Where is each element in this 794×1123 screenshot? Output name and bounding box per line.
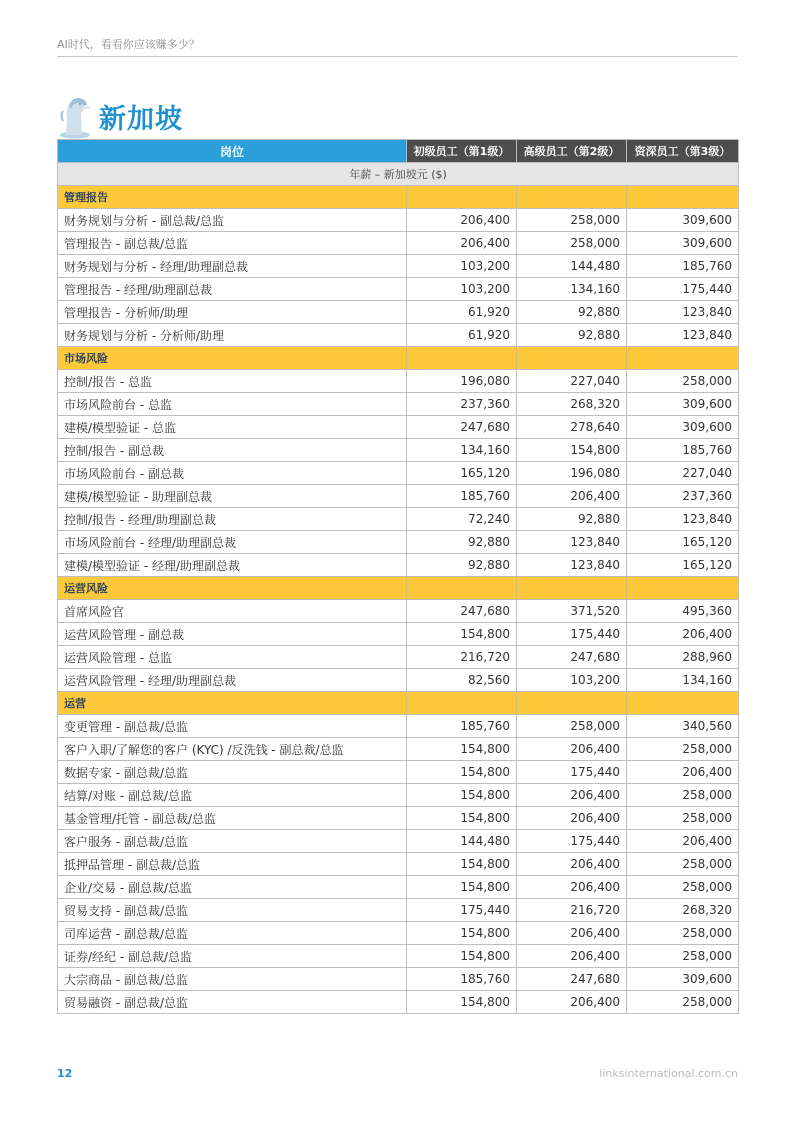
salary-cell-level-3: 258,000 — [627, 784, 739, 807]
salary-cell-level-2: 206,400 — [517, 922, 627, 945]
salary-cell-level-2: 144,480 — [517, 255, 627, 278]
salary-cell-level-3: 206,400 — [627, 761, 739, 784]
salary-cell-level-3: 495,360 — [627, 600, 739, 623]
salary-cell-level-1: 103,200 — [407, 255, 517, 278]
role-cell: 首席风险官 — [58, 600, 407, 623]
section-empty-cell — [407, 347, 517, 370]
salary-cell-level-1: 185,760 — [407, 485, 517, 508]
table-row — [58, 462, 739, 485]
salary-cell-level-2: 247,680 — [517, 646, 627, 669]
salary-cell-level-2: 123,840 — [517, 554, 627, 577]
section-row — [58, 692, 739, 715]
salary-cell-level-1: 165,120 — [407, 462, 517, 485]
salary-cell-level-1: 154,800 — [407, 922, 517, 945]
salary-cell-level-1: 154,800 — [407, 991, 517, 1014]
salary-cell-level-2: 258,000 — [517, 232, 627, 255]
role-cell: 变更管理 - 副总裁/总监 — [58, 715, 407, 738]
salary-cell-level-2: 268,320 — [517, 393, 627, 416]
salary-cell-level-1: 154,800 — [407, 761, 517, 784]
role-cell: 控制/报告 - 总监 — [58, 370, 407, 393]
salary-cell-level-2: 92,880 — [517, 301, 627, 324]
salary-cell-level-3: 288,960 — [627, 646, 739, 669]
table-row — [58, 370, 739, 393]
role-cell: 基金管理/托管 - 副总裁/总监 — [58, 807, 407, 830]
salary-cell-level-3: 123,840 — [627, 301, 739, 324]
salary-cell-level-3: 258,000 — [627, 738, 739, 761]
table-row — [58, 301, 739, 324]
table-row — [58, 899, 739, 922]
salary-cell-level-3: 165,120 — [627, 531, 739, 554]
role-cell: 证券/经纪 - 副总裁/总监 — [58, 945, 407, 968]
table-row — [58, 853, 739, 876]
title-block — [57, 92, 183, 140]
section-title: 管理报告 — [58, 186, 407, 209]
role-cell: 结算/对账 - 副总裁/总监 — [58, 784, 407, 807]
role-cell: 运营风险管理 - 副总裁 — [58, 623, 407, 646]
merlion-icon — [57, 93, 93, 139]
role-cell: 数据专家 - 副总裁/总监 — [58, 761, 407, 784]
table-row — [58, 508, 739, 531]
salary-cell-level-1: 154,800 — [407, 738, 517, 761]
salary-cell-level-2: 206,400 — [517, 853, 627, 876]
section-row — [58, 186, 739, 209]
salary-cell-level-2: 258,000 — [517, 715, 627, 738]
salary-cell-level-3: 258,000 — [627, 945, 739, 968]
salary-cell-level-1: 61,920 — [407, 301, 517, 324]
salary-cell-level-1: 196,080 — [407, 370, 517, 393]
section-empty-cell — [407, 186, 517, 209]
salary-cell-level-3: 309,600 — [627, 209, 739, 232]
salary-cell-level-2: 247,680 — [517, 968, 627, 991]
section-row — [58, 347, 739, 370]
unit-row — [58, 163, 739, 186]
salary-cell-level-1: 154,800 — [407, 623, 517, 646]
section-empty-cell — [627, 347, 739, 370]
role-cell: 控制/报告 - 副总裁 — [58, 439, 407, 462]
unit-label: 年薪 – 新加坡元 ($) — [58, 163, 739, 186]
salary-cell-level-2: 258,000 — [517, 209, 627, 232]
role-cell: 司库运营 - 副总裁/总监 — [58, 922, 407, 945]
role-cell: 管理报告 - 副总裁/总监 — [58, 232, 407, 255]
table-row — [58, 876, 739, 899]
salary-cell-level-2: 216,720 — [517, 899, 627, 922]
section-empty-cell — [517, 577, 627, 600]
salary-cell-level-3: 309,600 — [627, 232, 739, 255]
section-empty-cell — [627, 692, 739, 715]
section-empty-cell — [407, 692, 517, 715]
table-row — [58, 991, 739, 1014]
salary-cell-level-2: 103,200 — [517, 669, 627, 692]
salary-cell-level-2: 196,080 — [517, 462, 627, 485]
salary-cell-level-1: 92,880 — [407, 531, 517, 554]
table-row — [58, 485, 739, 508]
section-empty-cell — [627, 186, 739, 209]
salary-cell-level-3: 175,440 — [627, 278, 739, 301]
role-cell: 管理报告 - 分析师/助理 — [58, 301, 407, 324]
role-cell: 客户服务 - 副总裁/总监 — [58, 830, 407, 853]
salary-cell-level-3: 206,400 — [627, 623, 739, 646]
salary-cell-level-3: 123,840 — [627, 324, 739, 347]
role-cell: 市场风险前台 - 总监 — [58, 393, 407, 416]
table-row — [58, 715, 739, 738]
table-header-row — [58, 140, 739, 163]
table-row — [58, 922, 739, 945]
table-row — [58, 945, 739, 968]
salary-cell-level-1: 103,200 — [407, 278, 517, 301]
salary-cell-level-3: 134,160 — [627, 669, 739, 692]
section-title: 运营风险 — [58, 577, 407, 600]
page-number: 12 — [57, 1067, 73, 1080]
salary-cell-level-1: 237,360 — [407, 393, 517, 416]
header-level-3: 资深员工（第3级） — [627, 140, 739, 163]
table-row — [58, 554, 739, 577]
salary-cell-level-1: 154,800 — [407, 853, 517, 876]
salary-cell-level-1: 134,160 — [407, 439, 517, 462]
salary-cell-level-3: 227,040 — [627, 462, 739, 485]
role-cell: 管理报告 - 经理/助理副总裁 — [58, 278, 407, 301]
role-cell: 运营风险管理 - 经理/助理副总裁 — [58, 669, 407, 692]
salary-cell-level-1: 82,560 — [407, 669, 517, 692]
running-head: AI时代，看看你应该赚多少？ — [57, 38, 200, 51]
table-row — [58, 209, 739, 232]
role-cell: 市场风险前台 - 经理/助理副总裁 — [58, 531, 407, 554]
salary-cell-level-3: 258,000 — [627, 991, 739, 1014]
header-level-1: 初级员工（第1级） — [407, 140, 517, 163]
salary-cell-level-2: 206,400 — [517, 876, 627, 899]
table-row — [58, 531, 739, 554]
header-level-2: 高级员工（第2级） — [517, 140, 627, 163]
salary-cell-level-2: 206,400 — [517, 807, 627, 830]
role-cell: 大宗商品 - 副总裁/总监 — [58, 968, 407, 991]
table-row — [58, 807, 739, 830]
salary-cell-level-1: 61,920 — [407, 324, 517, 347]
salary-cell-level-2: 92,880 — [517, 324, 627, 347]
salary-cell-level-1: 92,880 — [407, 554, 517, 577]
role-cell: 贸易支持 - 副总裁/总监 — [58, 899, 407, 922]
salary-cell-level-1: 154,800 — [407, 784, 517, 807]
salary-cell-level-2: 371,520 — [517, 600, 627, 623]
table-row — [58, 646, 739, 669]
role-cell: 建模/模型验证 - 经理/助理副总裁 — [58, 554, 407, 577]
salary-cell-level-1: 247,680 — [407, 600, 517, 623]
section-empty-cell — [517, 692, 627, 715]
role-cell: 建模/模型验证 - 助理副总裁 — [58, 485, 407, 508]
salary-cell-level-3: 258,000 — [627, 370, 739, 393]
role-cell: 贸易融资 - 副总裁/总监 — [58, 991, 407, 1014]
salary-cell-level-1: 72,240 — [407, 508, 517, 531]
table-row — [58, 232, 739, 255]
section-title: 运营 — [58, 692, 407, 715]
salary-cell-level-2: 206,400 — [517, 991, 627, 1014]
salary-cell-level-3: 185,760 — [627, 255, 739, 278]
header-role: 岗位 — [58, 140, 407, 163]
salary-cell-level-3: 309,600 — [627, 393, 739, 416]
role-cell: 控制/报告 - 经理/助理副总裁 — [58, 508, 407, 531]
table-row — [58, 324, 739, 347]
salary-cell-level-1: 206,400 — [407, 232, 517, 255]
table-row — [58, 830, 739, 853]
role-cell: 企业/交易 - 副总裁/总监 — [58, 876, 407, 899]
salary-cell-level-1: 216,720 — [407, 646, 517, 669]
salary-cell-level-3: 237,360 — [627, 485, 739, 508]
table-row — [58, 278, 739, 301]
salary-cell-level-1: 185,760 — [407, 968, 517, 991]
role-cell: 财务规划与分析 - 分析师/助理 — [58, 324, 407, 347]
salary-cell-level-2: 123,840 — [517, 531, 627, 554]
salary-cell-level-2: 206,400 — [517, 738, 627, 761]
salary-cell-level-3: 258,000 — [627, 922, 739, 945]
table-row — [58, 738, 739, 761]
section-title: 市场风险 — [58, 347, 407, 370]
salary-cell-level-2: 206,400 — [517, 485, 627, 508]
table-row — [58, 416, 739, 439]
salary-cell-level-2: 227,040 — [517, 370, 627, 393]
table-row — [58, 784, 739, 807]
table-row — [58, 968, 739, 991]
salary-cell-level-3: 258,000 — [627, 876, 739, 899]
salary-cell-level-3: 123,840 — [627, 508, 739, 531]
role-cell: 客户入职/了解您的客户 (KYC) /反洗钱 - 副总裁/总监 — [58, 738, 407, 761]
salary-cell-level-1: 185,760 — [407, 715, 517, 738]
website-url: linksinternational.com.cn — [599, 1067, 738, 1080]
salary-cell-level-3: 309,600 — [627, 416, 739, 439]
salary-cell-level-1: 154,800 — [407, 876, 517, 899]
header-divider — [57, 56, 738, 57]
salary-cell-level-3: 309,600 — [627, 968, 739, 991]
role-cell: 市场风险前台 - 副总裁 — [58, 462, 407, 485]
section-empty-cell — [407, 577, 517, 600]
role-cell: 抵押品管理 - 副总裁/总监 — [58, 853, 407, 876]
salary-cell-level-2: 175,440 — [517, 623, 627, 646]
role-cell: 建模/模型验证 - 总监 — [58, 416, 407, 439]
salary-cell-level-2: 134,160 — [517, 278, 627, 301]
salary-cell-level-1: 154,800 — [407, 945, 517, 968]
salary-cell-level-1: 154,800 — [407, 807, 517, 830]
salary-cell-level-2: 175,440 — [517, 830, 627, 853]
page-title: 新加坡 — [99, 103, 183, 135]
role-cell: 运营风险管理 - 总监 — [58, 646, 407, 669]
table-row — [58, 393, 739, 416]
table-row — [58, 255, 739, 278]
table-row — [58, 669, 739, 692]
role-cell: 财务规划与分析 - 经理/助理副总裁 — [58, 255, 407, 278]
role-cell: 财务规划与分析 - 副总裁/总监 — [58, 209, 407, 232]
salary-cell-level-1: 206,400 — [407, 209, 517, 232]
salary-cell-level-2: 154,800 — [517, 439, 627, 462]
table-row — [58, 439, 739, 462]
salary-cell-level-3: 258,000 — [627, 807, 739, 830]
section-empty-cell — [517, 186, 627, 209]
salary-cell-level-2: 175,440 — [517, 761, 627, 784]
section-empty-cell — [517, 347, 627, 370]
salary-cell-level-2: 206,400 — [517, 784, 627, 807]
salary-cell-level-3: 268,320 — [627, 899, 739, 922]
table-row — [58, 761, 739, 784]
salary-cell-level-3: 206,400 — [627, 830, 739, 853]
salary-cell-level-1: 247,680 — [407, 416, 517, 439]
salary-cell-level-3: 185,760 — [627, 439, 739, 462]
salary-cell-level-2: 278,640 — [517, 416, 627, 439]
salary-cell-level-3: 165,120 — [627, 554, 739, 577]
salary-cell-level-2: 206,400 — [517, 945, 627, 968]
salary-cell-level-1: 175,440 — [407, 899, 517, 922]
salary-cell-level-3: 340,560 — [627, 715, 739, 738]
section-empty-cell — [627, 577, 739, 600]
table-row — [58, 623, 739, 646]
salary-cell-level-1: 144,480 — [407, 830, 517, 853]
salary-table — [57, 139, 739, 1014]
salary-cell-level-3: 258,000 — [627, 853, 739, 876]
table-row — [58, 600, 739, 623]
salary-cell-level-2: 92,880 — [517, 508, 627, 531]
section-row — [58, 577, 739, 600]
